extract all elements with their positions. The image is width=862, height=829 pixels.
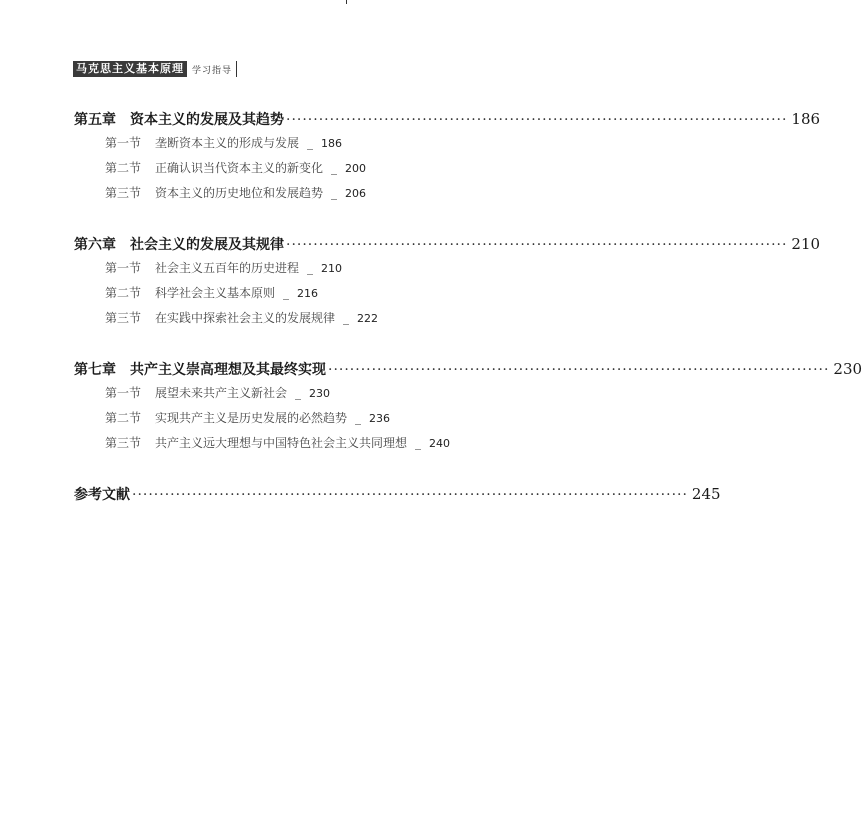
chapter-group-6	[74, 232, 821, 331]
section-page: 206	[345, 187, 367, 200]
section-title: 共产主义远大理想与中国特色社会主义共同理想	[155, 436, 408, 450]
dot-leader: ····························································································	[286, 237, 788, 253]
dot-leader: ····························································································	[328, 362, 830, 378]
chapter-page: 186	[791, 110, 821, 128]
book-title: 马克思主义基本原理	[73, 61, 187, 77]
section-dash: _	[307, 261, 314, 275]
section-entry[interactable]	[105, 306, 607, 331]
section-dash: _	[343, 311, 350, 325]
section-number: 第一节	[105, 386, 142, 400]
section-entry[interactable]	[105, 181, 607, 206]
section-title: 社会主义五百年的历史进程	[155, 261, 300, 275]
section-number: 第一节	[105, 136, 142, 150]
section-number: 第二节	[105, 411, 142, 425]
section-page: 200	[345, 162, 367, 175]
section-page: 216	[297, 287, 319, 300]
section-dash: _	[295, 386, 302, 400]
section-dash: _	[307, 136, 314, 150]
section-page: 186	[321, 137, 343, 150]
chapter-number: 第五章	[74, 112, 116, 128]
section-number: 第一节	[105, 261, 142, 275]
chapter-page: 230	[833, 360, 862, 378]
top-margin-tick	[346, 0, 347, 4]
references-title: 参考文献	[74, 487, 130, 503]
section-title: 垄断资本主义的形成与发展	[155, 136, 300, 150]
chapter-page: 210	[791, 235, 821, 253]
chapter-entry[interactable]	[74, 107, 821, 131]
table-of-contents	[74, 107, 862, 506]
section-number: 第三节	[105, 311, 142, 325]
chapter-number: 第七章	[74, 362, 116, 378]
references-entry[interactable]	[74, 482, 721, 506]
section-page: 210	[321, 262, 343, 275]
chapter-title: 共产主义崇高理想及其最终实现	[130, 362, 326, 378]
section-dash: _	[415, 436, 422, 450]
dot-leader: ······································································································	[132, 487, 688, 503]
book-subtitle: 学习指导	[192, 65, 233, 76]
chapter-entry[interactable]	[74, 232, 821, 256]
section-number: 第二节	[105, 161, 142, 175]
section-entry[interactable]	[105, 406, 607, 431]
section-page: 240	[429, 437, 451, 450]
section-entry[interactable]	[105, 281, 607, 306]
section-entry[interactable]	[105, 381, 607, 406]
section-title: 在实践中探索社会主义的发展规律	[155, 311, 336, 325]
section-number: 第二节	[105, 286, 142, 300]
chapter-entry[interactable]	[74, 357, 862, 381]
section-dash: _	[331, 186, 338, 200]
chapter-group-5	[74, 107, 821, 206]
section-title: 资本主义的历史地位和发展趋势	[155, 186, 324, 200]
section-title: 展望未来共产主义新社会	[155, 386, 288, 400]
section-number: 第三节	[105, 436, 142, 450]
section-entry[interactable]	[105, 156, 607, 181]
section-dash: _	[355, 411, 362, 425]
dot-leader: ····························································································	[286, 112, 788, 128]
section-page: 230	[309, 387, 331, 400]
section-number: 第三节	[105, 186, 142, 200]
section-title: 正确认识当代资本主义的新变化	[155, 161, 324, 175]
chapter-title: 资本主义的发展及其趋势	[130, 112, 284, 128]
section-dash: _	[331, 161, 338, 175]
section-dash: _	[283, 286, 290, 300]
chapter-number: 第六章	[74, 237, 116, 253]
section-entry[interactable]	[105, 256, 607, 281]
running-header	[73, 61, 237, 77]
section-title: 科学社会主义基本原则	[155, 286, 276, 300]
section-entry[interactable]	[105, 131, 607, 156]
section-page: 222	[357, 312, 379, 325]
section-entry[interactable]	[105, 431, 607, 456]
chapter-title: 社会主义的发展及其规律	[130, 237, 284, 253]
references-page: 245	[691, 485, 721, 503]
section-page: 236	[369, 412, 391, 425]
section-title: 实现共产主义是历史发展的必然趋势	[155, 411, 348, 425]
header-divider	[236, 61, 237, 77]
chapter-group-7	[74, 357, 862, 456]
